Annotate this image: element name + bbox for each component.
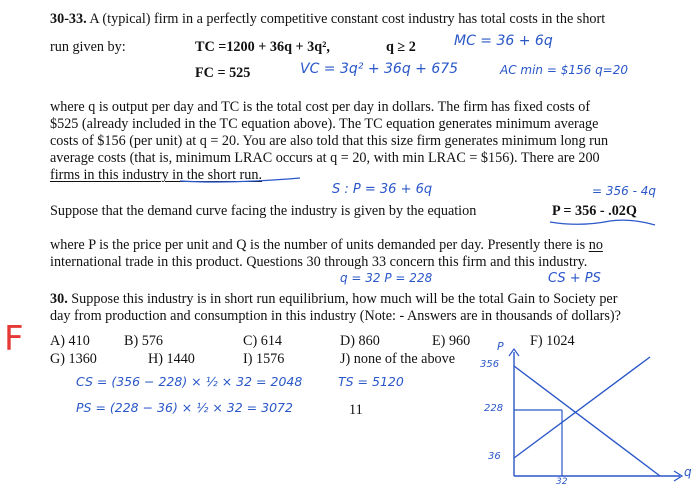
inverse-demand-annotation: = 356 - 4q: [592, 184, 656, 198]
fc-equation: FC = 525: [195, 65, 251, 81]
graph-36-label: 36: [488, 451, 501, 462]
option-b[interactable]: B) 576: [124, 333, 164, 349]
mc-annotation: MC = 36 + 6q: [454, 33, 553, 49]
question-line-2: day from production and consumption in this industry (Note: - Answers are in thousands of dollars)?: [50, 308, 621, 324]
option-c[interactable]: C) 614: [243, 333, 283, 349]
run-given-label: run given by:: [50, 39, 126, 55]
graph-228-label: 228: [484, 403, 504, 414]
ps-calculation: PS = (228 − 36) × ½ × 32 = 3072: [76, 400, 293, 415]
option-i[interactable]: I) 1576: [243, 351, 285, 367]
vc-annotation: VC = 3q² + 36q + 675: [300, 61, 459, 77]
equilibrium-annotation: q = 32 P = 228: [340, 271, 433, 285]
para2-line-1-text: where P is the price per unit and Q is the number of units demanded per day. Presently there is: [50, 237, 586, 253]
option-h[interactable]: H) 1440: [148, 351, 195, 367]
option-g[interactable]: G) 1360: [50, 351, 97, 367]
ts-annotation: TS = 5120: [338, 374, 404, 389]
question-number: 30.: [50, 291, 68, 307]
demand-equation: P = 356 - .02Q: [552, 203, 637, 219]
para1-line-4: average costs (that is, minimum LRAC occurs at q = 20, with min LRAC = $156). There are 200: [50, 150, 600, 166]
para1-line-3: costs of $156 (per unit) at q = 20. You are also told that this size firm generates minimum long run: [50, 133, 609, 149]
para1-line-1: where q is output per day and TC is the total cost per day in dollars. The firm has fixed costs of: [50, 99, 591, 115]
graph-q-label: q: [684, 465, 692, 479]
tc-equation: TC =1200 + 36q + 3q²,: [195, 39, 330, 55]
graph-p-label: P: [497, 340, 504, 353]
para1-line-2: $525 (already included in the TC equation above). The TC equation generates minimum average: [50, 116, 599, 132]
para2-no-word: no: [588, 237, 603, 253]
graph-32-label: 32: [556, 477, 568, 487]
graph-356-label: 356: [480, 359, 500, 370]
option-j[interactable]: J) none of the above: [340, 351, 456, 367]
cs-calculation: CS = (356 − 228) × ½ × 32 = 2048: [76, 374, 303, 389]
option-d[interactable]: D) 860: [340, 333, 380, 349]
option-e[interactable]: E) 960: [432, 333, 471, 349]
q-condition: q ≥ 2: [386, 39, 416, 55]
supply-annotation: S : P = 36 + 6q: [332, 182, 433, 197]
cs-ps-annotation: CS + PS: [548, 271, 601, 286]
question-text-1: Suppose this industry is in short run equilibrium, how much will be the total Gain to Society per: [71, 291, 618, 307]
red-grade-mark: F: [4, 319, 24, 359]
page-number: 11: [349, 402, 363, 418]
problem-number: 30-33.: [50, 11, 87, 27]
para2-line-2: international trade in this product. Questions 30 through 33 concern this firm and this industry.: [50, 254, 588, 270]
demand-text: Suppose that the demand curve facing the industry is given by the equation: [50, 203, 477, 219]
problem-intro-text: A (typical) firm in a perfectly competitive constant cost industry has total costs in the short: [89, 11, 606, 27]
option-a[interactable]: A) 410: [50, 333, 90, 349]
option-f[interactable]: F) 1024: [530, 333, 575, 349]
ac-min-annotation: AC min = $156 q=20: [500, 63, 629, 77]
para1-line-5: firms in this industry in the short run.: [50, 167, 263, 183]
